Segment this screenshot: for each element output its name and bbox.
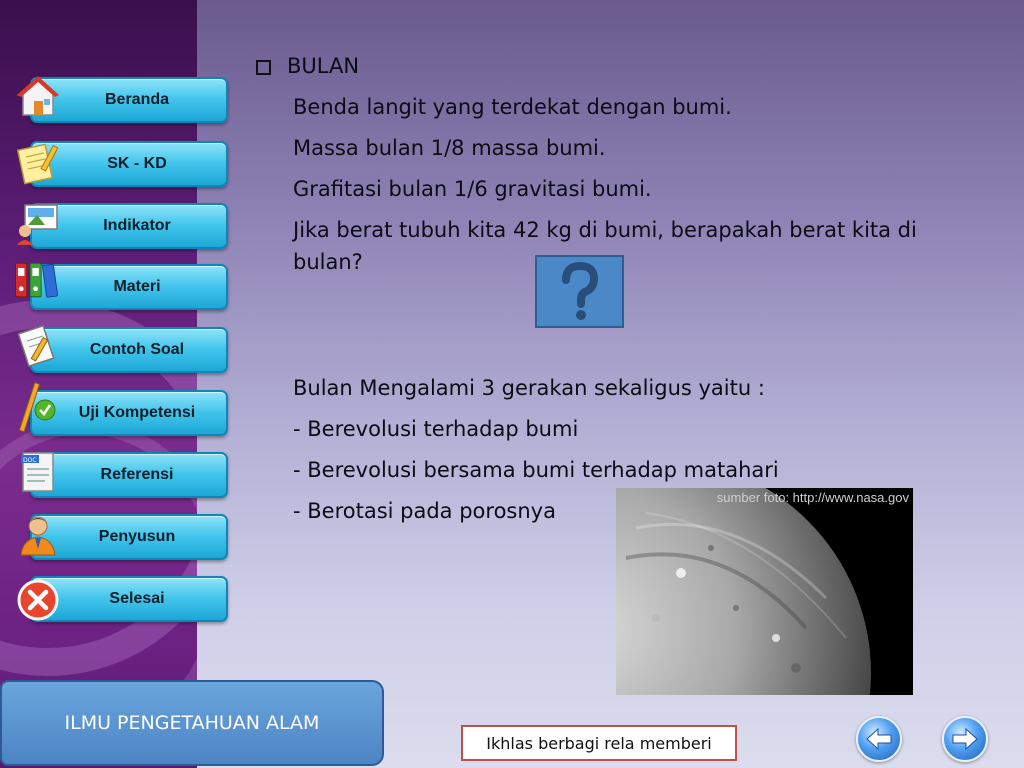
nav-label: SK - KD	[107, 155, 167, 172]
subject-title-box	[0, 680, 384, 766]
question-mark-button[interactable]	[535, 255, 624, 328]
photo-credit: sumber foto: http://www.nasa.gov	[716, 490, 909, 505]
checkmark-pencil-icon[interactable]	[14, 384, 62, 432]
next-button[interactable]	[942, 716, 988, 762]
content-line: Grafitasi bulan 1/6 gravitasi bumi.	[293, 177, 652, 201]
previous-button[interactable]	[856, 716, 902, 762]
content-line: Benda langit yang terdekat dengan bumi.	[293, 95, 732, 119]
movement-item: - Berevolusi bersama bumi terhadap matahari	[293, 458, 779, 482]
content-line: Massa bulan 1/8 massa bumi.	[293, 136, 606, 160]
presenter-icon[interactable]	[14, 200, 62, 248]
notepad-icon[interactable]	[14, 138, 62, 186]
nav-label: Referensi	[100, 466, 174, 483]
document-pencil-icon[interactable]	[14, 322, 62, 370]
house-icon[interactable]	[14, 72, 62, 120]
movement-item: - Berotasi pada porosnya	[293, 499, 556, 523]
moon-photo	[616, 488, 913, 695]
moon-image	[616, 488, 913, 695]
arrow-right-icon	[951, 727, 979, 751]
motto-box	[461, 725, 737, 761]
movement-intro: Bulan Mengalami 3 gerakan sekaligus yaitu :	[293, 376, 765, 400]
svg-text:DOC: DOC	[23, 457, 37, 464]
movement-item: - Berevolusi terhadap bumi	[293, 417, 579, 441]
nav-label: Indikator	[103, 217, 171, 234]
heading-bulan: BULAN	[287, 54, 360, 78]
close-icon[interactable]	[14, 576, 62, 624]
question-mark-icon	[555, 260, 605, 324]
content-question: Jika berat tubuh kita 42 kg di bumi, berapakah berat kita di bulan?	[293, 218, 917, 274]
arrow-left-icon	[865, 727, 893, 751]
subject-title: ILMU PENGETAHUAN ALAM	[64, 712, 320, 734]
nav-label: Materi	[113, 278, 161, 295]
nav-label: Contoh Soal	[89, 341, 185, 358]
checkbox-bullet-icon	[256, 60, 271, 75]
nav-label: Beranda	[104, 91, 170, 108]
doc-file-icon[interactable]	[14, 448, 62, 496]
nav-label: Penyusun	[98, 528, 176, 545]
motto-text: Ikhlas berbagi rela memberi	[486, 733, 712, 753]
bullet-heading	[256, 46, 986, 87]
binders-icon[interactable]	[14, 256, 62, 304]
nav-label: Uji Kompetensi	[78, 404, 196, 421]
person-icon[interactable]	[14, 510, 62, 558]
nav-label: Selesai	[109, 590, 165, 607]
